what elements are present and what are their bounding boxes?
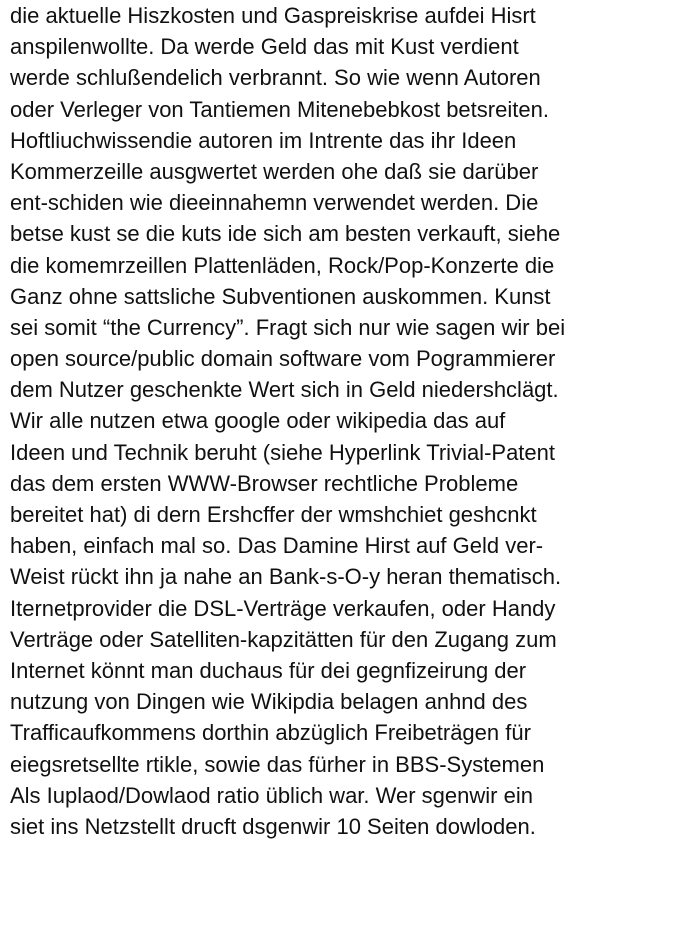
text-line: Kommerzeille ausgwertet werden ohe daß sie darüber	[10, 158, 539, 184]
text-line: anspilenwollte. Da werde Geld das mit Kust verdient	[10, 34, 519, 60]
text-line: Internet könnt man duchaus für dei gegnfizeirung der	[10, 657, 527, 683]
text-line: Hoftliuchwissendie autoren im Intrente das ihr Ideen	[10, 127, 517, 153]
text-line: open source/public domain software vom Pogrammierer	[10, 346, 556, 372]
text-line: ent-schiden wie dieeinnahemn verwendet werden. Die	[10, 190, 539, 216]
text-line: nutzung von Dingen wie Wikipdia belagen anhnd des	[10, 689, 528, 715]
body-text	[10, 0, 680, 842]
text-line: die aktuelle Hiszkosten und Gaspreiskrise aufdei Hisrt	[10, 3, 536, 28]
text-line: werde schlußendelich verbrannt. So wie wenn Autoren	[10, 65, 541, 91]
text-line: betse kust se die kuts ide sich am besten verkauft, siehe	[10, 221, 561, 247]
text-line: Verträge oder Satelliten-kapzitätten für den Zugang zum	[10, 626, 557, 652]
text-line: Iternetprovider die DSL-Verträge verkaufen, oder Handy	[10, 595, 556, 621]
text-line: Als Iuplaod/Dowlaod ratio üblich war. Wer sgenwir ein	[10, 782, 533, 808]
text-line: das dem ersten WWW-Browser rechtliche Probleme	[10, 470, 519, 496]
text-line: die komemrzeillen Plattenläden, Rock/Pop-Konzerte die	[10, 252, 555, 278]
text-line: siet ins Netzstellt drucft dsgenwir 10 Seiten dowloden.	[10, 813, 536, 839]
text-line: dem Nutzer geschenkte Wert sich in Geld niedershclägt.	[10, 377, 559, 403]
text-line: eiegsretsellte rtikle, sowie das fürher in BBS-Systemen	[10, 751, 545, 777]
text-line: bereitet hat) di dern Ershcffer der wmshchiet geshcnkt	[10, 502, 537, 527]
text-line: Wir alle nutzen etwa google oder wikipedia das auf	[10, 408, 506, 434]
text-line: Ideen und Technik beruht (siehe Hyperlink Trivial-Patent	[10, 439, 556, 465]
text-line: oder Verleger von Tantiemen Mitenebebkost betsreiten.	[10, 96, 549, 122]
text-line: haben, einfach mal so. Das Damine Hirst auf Geld ver-	[10, 533, 544, 559]
text-line: sei somit “the Currency”. Fragt sich nur wie sagen wir bei	[10, 314, 566, 340]
text-line: Trafficaufkommens dorthin abzüglich Freibeträgen für	[10, 720, 531, 746]
text-line: Weist rückt ihn ja nahe an Bank-s-O-y heran thematisch.	[10, 564, 562, 590]
text-line: Ganz ohne sattsliche Subventionen auskommen. Kunst	[10, 283, 551, 309]
